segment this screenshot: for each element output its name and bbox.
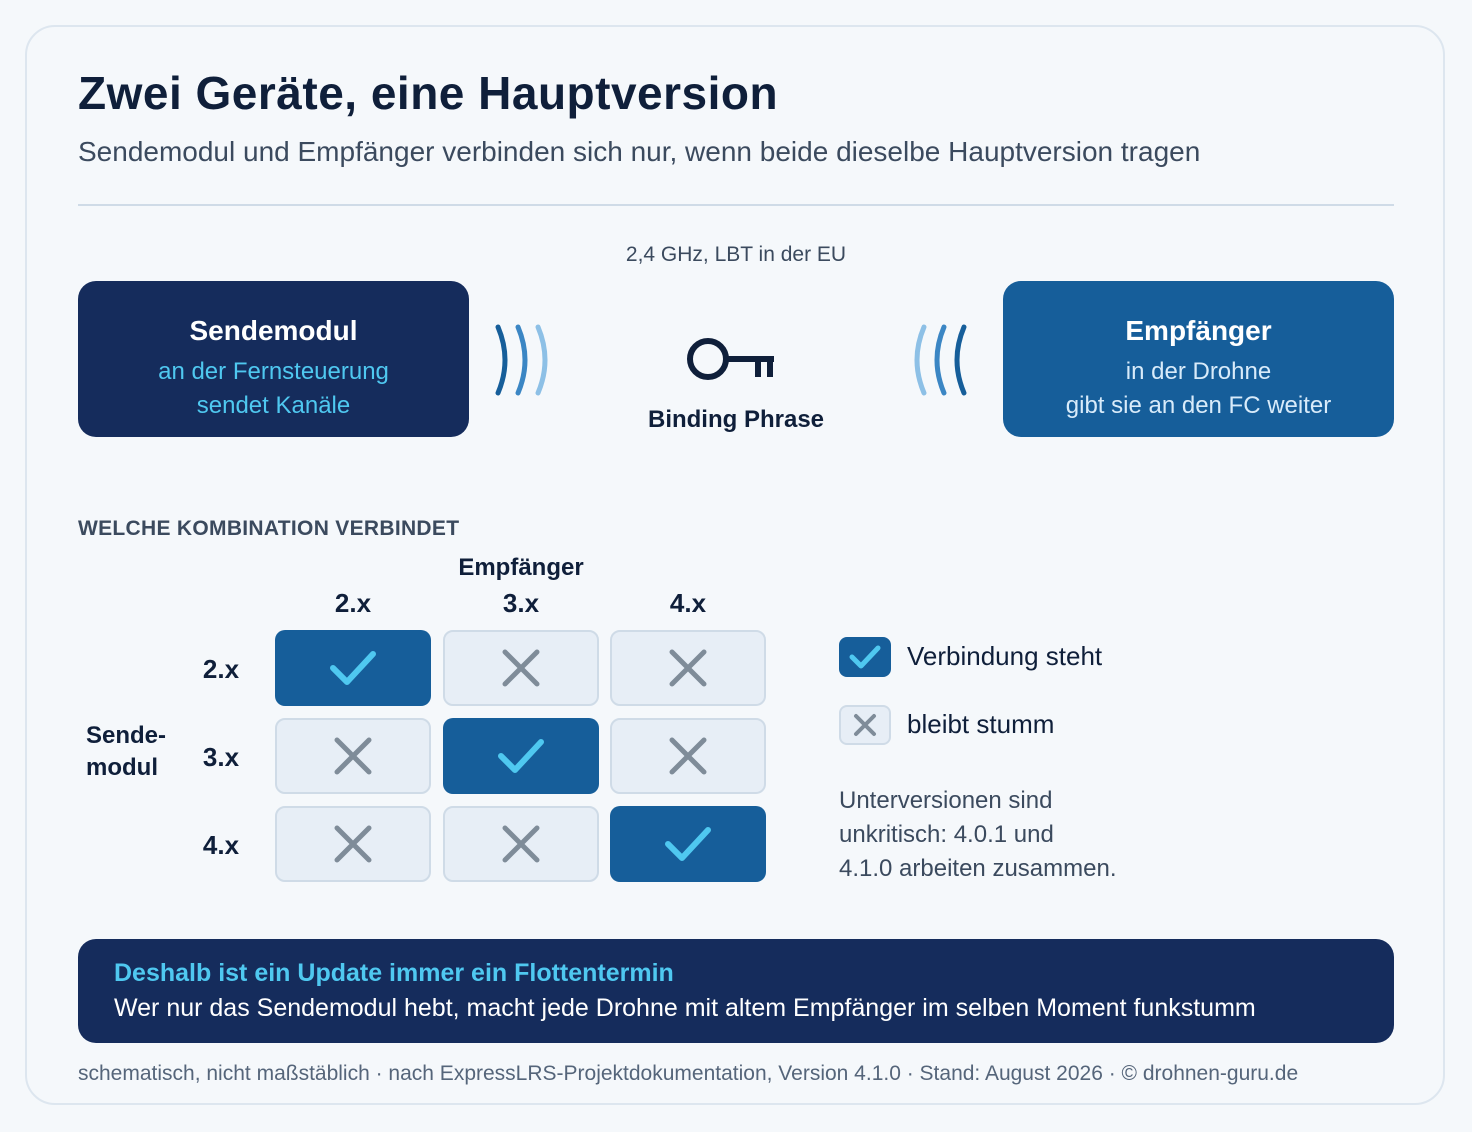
subversion-note xyxy=(839,784,1169,886)
receiver-line-1: in der Drohne xyxy=(1125,358,1272,385)
cross-icon xyxy=(668,736,708,776)
matrix-cell-silent xyxy=(275,718,431,794)
transmitter-line-1: an der Fernsteuerung xyxy=(158,358,389,385)
matrix-column-header: Empfänger xyxy=(458,554,584,581)
cross-icon xyxy=(333,736,373,776)
page-title: Zwei Geräte, eine Hauptversion xyxy=(78,67,779,119)
note-line-3: 4.1.0 arbeiten zusammen. xyxy=(839,855,1117,882)
legend-ok-swatch xyxy=(839,637,891,677)
matrix-cell-silent xyxy=(610,718,766,794)
matrix-cell-connected xyxy=(443,718,599,794)
check-icon xyxy=(848,644,882,670)
matrix-row-header xyxy=(86,720,166,784)
matrix-cell-silent xyxy=(443,806,599,882)
note-line-1: Unterversionen sind xyxy=(839,787,1053,814)
cross-icon xyxy=(333,824,373,864)
matrix-cell-connected xyxy=(275,630,431,706)
frequency-label: 2,4 GHz, LBT in der EU xyxy=(625,243,847,266)
cross-icon xyxy=(852,712,878,738)
note-line-2: unkritisch: 4.0.1 und xyxy=(839,821,1054,848)
footer-note: schematisch, nicht maßstäblich · nach ExpressLRS-Projektdokumentation, Version 4.1.0 · Stand: August 2026 · © drohnen-guru.de xyxy=(78,1062,1299,1085)
row-header-line-1: Sende- xyxy=(86,722,167,749)
matrix-cell-connected xyxy=(610,806,766,882)
matrix-cell-silent xyxy=(275,806,431,882)
matrix-section-title: WELCHE KOMBINATION VERBINDET xyxy=(78,517,460,540)
signal-waves-out-icon xyxy=(492,315,572,405)
transmitter-line-2: sendet Kanäle xyxy=(196,392,351,419)
signal-waves-in-icon xyxy=(902,315,982,405)
legend-ok-label: Verbindung steht xyxy=(907,641,1103,671)
check-icon xyxy=(662,824,714,864)
receiver-box xyxy=(1003,281,1394,437)
cross-icon xyxy=(501,824,541,864)
page-subtitle: Sendemodul und Empfänger verbinden sich nur, wenn beide dieselbe Hauptversion tragen xyxy=(78,136,1201,167)
matrix-cell-silent xyxy=(610,630,766,706)
cross-icon xyxy=(668,648,708,688)
header-divider xyxy=(78,204,1394,206)
transmitter-title: Sendemodul xyxy=(189,315,358,346)
row-label: 2.x xyxy=(202,654,240,684)
receiver-line-2: gibt sie an den FC weiter xyxy=(1065,392,1332,419)
check-icon xyxy=(327,648,379,688)
banner-text: Wer nur das Sendemodul hebt, macht jede Drohne mit altem Empfänger im selben Moment funkstumm xyxy=(114,994,1256,1022)
row-header-line-2: modul xyxy=(86,754,158,781)
cross-icon xyxy=(501,648,541,688)
binding-phrase-label: Binding Phrase xyxy=(647,406,825,433)
conclusion-banner xyxy=(78,939,1394,1043)
column-label: 4.x xyxy=(669,588,707,618)
key-icon xyxy=(686,335,778,385)
column-label: 3.x xyxy=(502,588,540,618)
row-label: 4.x xyxy=(202,830,240,860)
receiver-title: Empfänger xyxy=(1125,315,1272,346)
banner-heading: Deshalb ist ein Update immer ein Flottentermin xyxy=(114,959,674,987)
matrix-cell-silent xyxy=(443,630,599,706)
legend-no-swatch xyxy=(839,705,891,745)
check-icon xyxy=(495,736,547,776)
row-label: 3.x xyxy=(202,742,240,772)
legend-no-label: bleibt stumm xyxy=(907,709,1055,739)
column-label: 2.x xyxy=(334,588,372,618)
